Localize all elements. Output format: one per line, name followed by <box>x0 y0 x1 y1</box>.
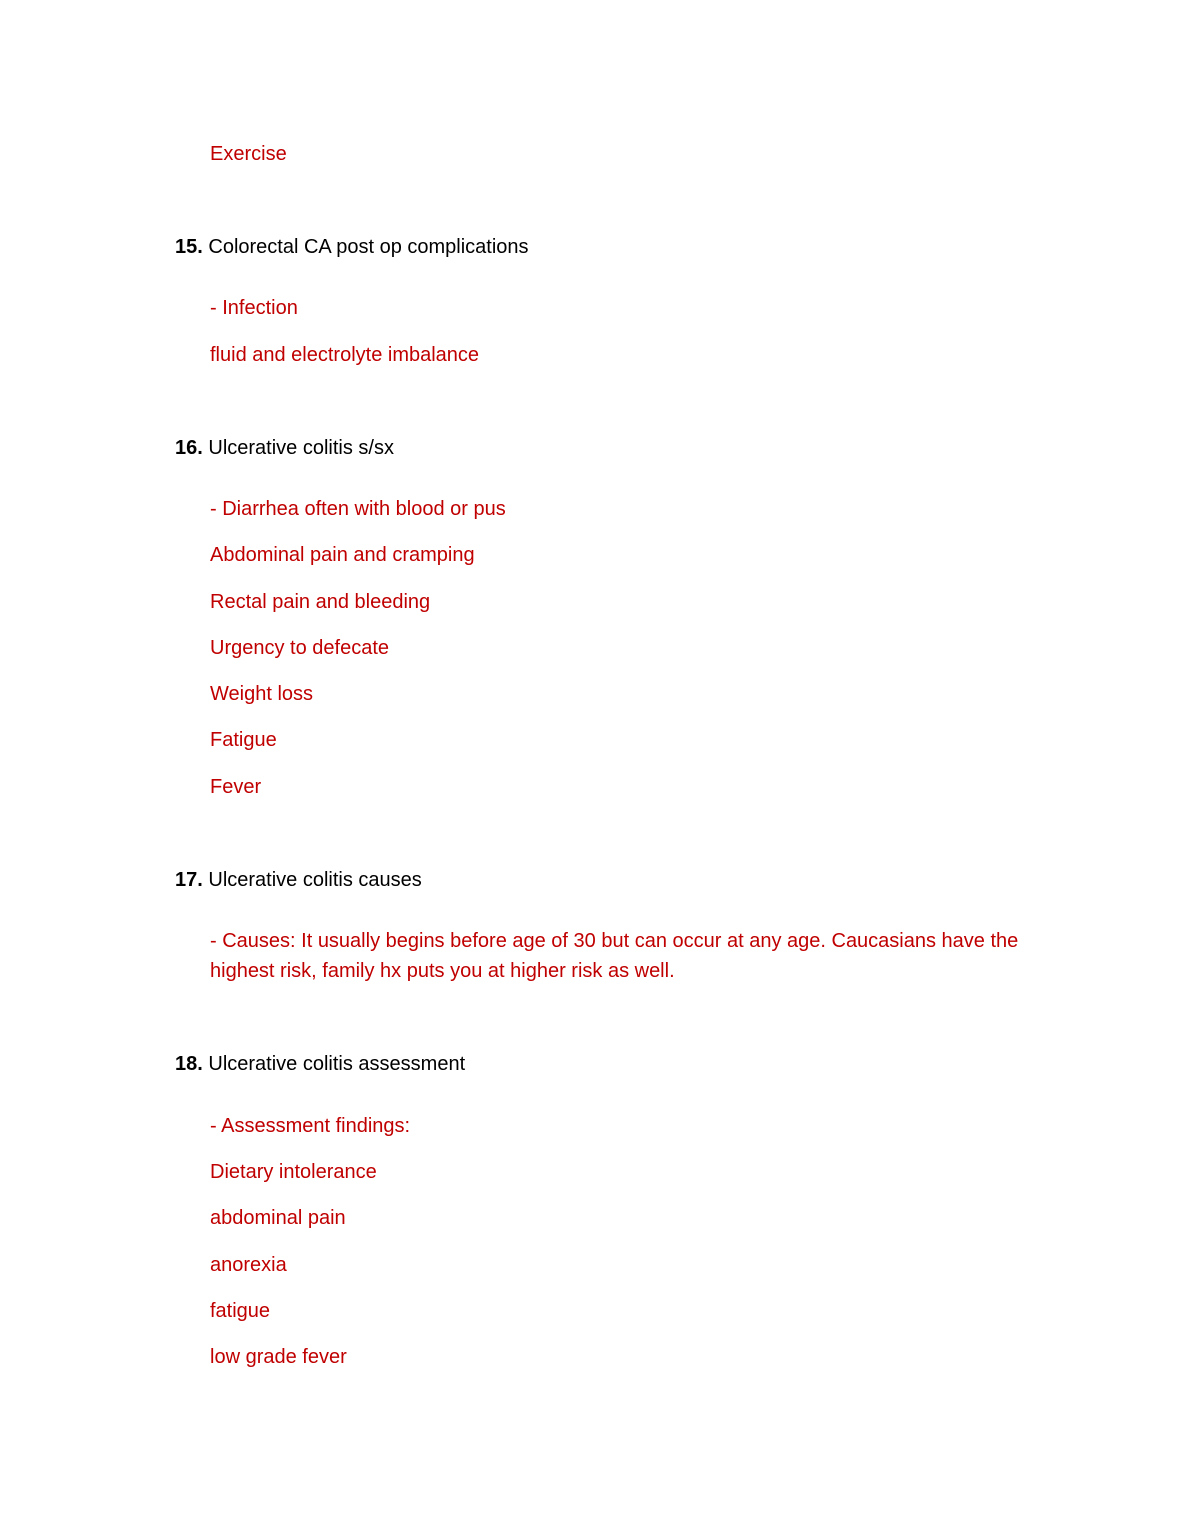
answer-line: Rectal pain and bleeding <box>210 591 431 613</box>
answer-line: anorexia <box>210 1254 287 1276</box>
question-number: 16. <box>175 437 203 459</box>
question-17 <box>175 865 422 895</box>
question-title: Ulcerative colitis s/sx <box>208 437 394 459</box>
prev-answer-line: Exercise <box>210 143 287 165</box>
answer-line: Dietary intolerance <box>210 1161 377 1183</box>
answer-line: Fever <box>210 776 262 798</box>
answer-line: fluid and electrolyte imbalance <box>210 344 480 366</box>
question-15 <box>175 232 529 262</box>
answer-line: abdominal pain <box>210 1207 346 1229</box>
answer-line: low grade fever <box>210 1346 347 1368</box>
question-number: 17. <box>175 869 203 891</box>
question-16 <box>175 433 394 463</box>
answer-paragraph: - Causes: It usually begins before age of 30 but can occur at any age. Caucasians have the highest risk, family hx puts you at higher risk as well. <box>210 930 1019 982</box>
answer-line: Urgency to defecate <box>210 637 389 659</box>
answer-line: - Infection <box>210 297 298 319</box>
answer-line: - Diarrhea often with blood or pus <box>210 498 506 520</box>
question-title: Ulcerative colitis causes <box>208 869 422 891</box>
question-title: Colorectal CA post op complications <box>208 236 529 258</box>
question-number: 15. <box>175 236 203 258</box>
answer-line: fatigue <box>210 1300 271 1322</box>
question-number: 18. <box>175 1053 203 1075</box>
answer-line: Weight loss <box>210 683 314 705</box>
question-title: Ulcerative colitis assessment <box>208 1053 466 1075</box>
answer-line: - Assessment findings: <box>210 1115 411 1137</box>
question-18 <box>175 1049 465 1079</box>
answer-line: Abdominal pain and cramping <box>210 544 475 566</box>
answer-line: Fatigue <box>210 729 277 751</box>
